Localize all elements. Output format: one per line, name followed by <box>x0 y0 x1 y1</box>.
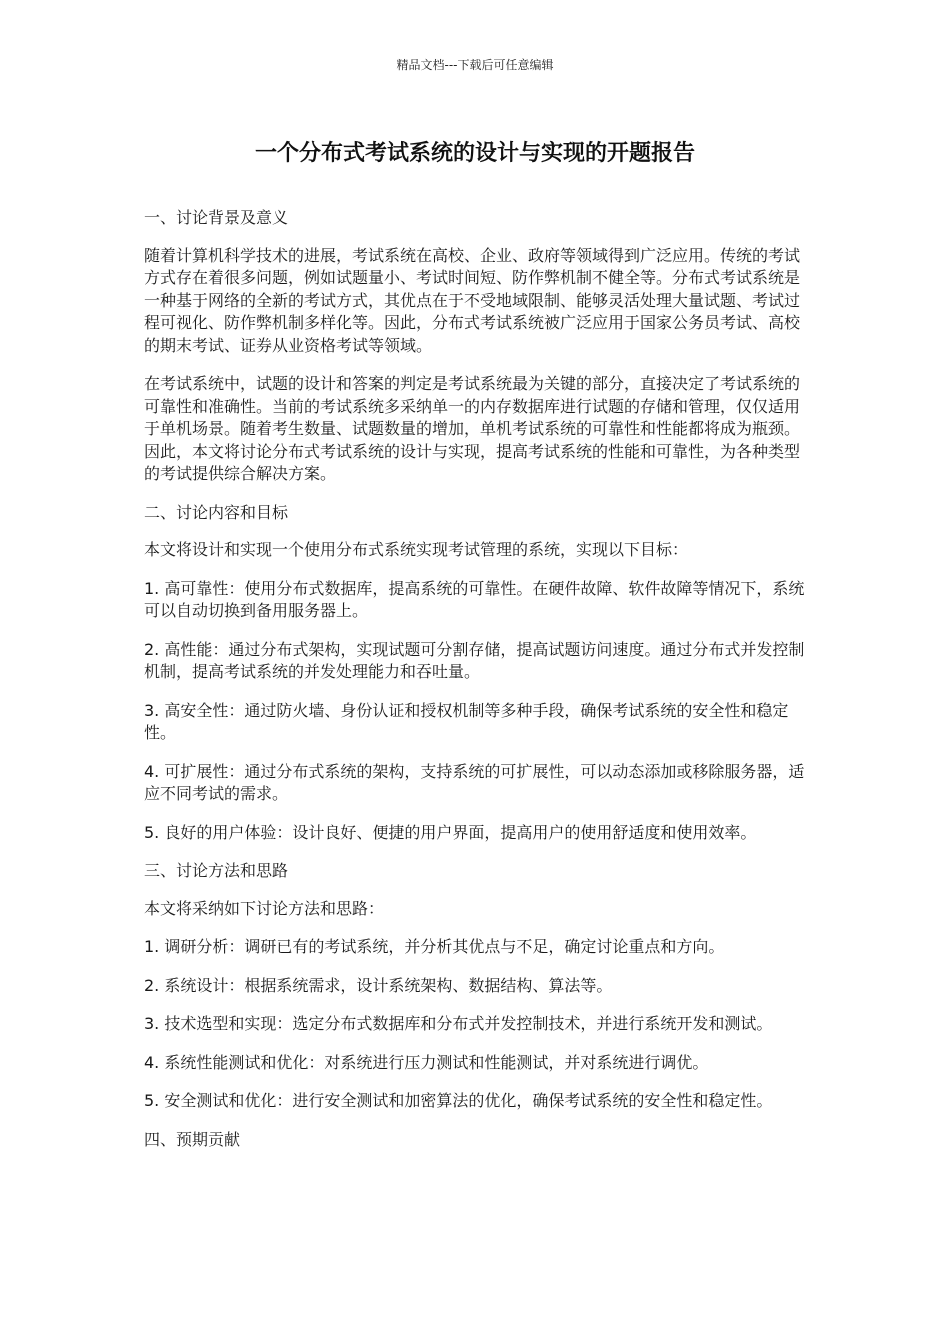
goal-item: 4. 可扩展性：通过分布式系统的架构，支持系统的可扩展性，可以动态添加或移除服务器，适应不同考试的需求。 <box>144 761 805 803</box>
method-item: 5. 安全测试和优化：进行安全测试和加密算法的优化，确保考试系统的安全性和稳定性。 <box>144 1091 773 1110</box>
section-heading-background: 一、讨论背景及意义 <box>144 208 289 227</box>
paragraph-methods-intro: 本文将采纳如下讨论方法和思路： <box>144 898 385 918</box>
section-heading-contributions: 四、预期贡献 <box>144 1129 241 1149</box>
goal-item: 2. 高性能：通过分布式架构，实现试题可分割存储，提高试题访问速度。通过分布式并发控制机制，提高考试系统的并发处理能力和吞吐量。 <box>144 639 805 681</box>
method-item: 4. 系统性能测试和优化：对系统进行压力测试和性能测试，并对系统进行调优。 <box>144 1052 709 1072</box>
paragraph-background-2: 在考试系统中，试题的设计和答案的判定是考试系统最为关键的部分，直接决定了考试系统的可靠性和准确性。当前的考试系统多采纳单一的内存数据库进行试题的存储和管理，仅仅适用于单机场景。随着考生数量、试题数量的增加，单机考试系统的可靠性和性能都将成为瓶颈。因此，本文将讨论分布式考试系统的设计与实现，提高考试系统的性能和可靠性，为各种类型的考试提供综合解决方案。 <box>144 374 801 483</box>
document-title: 一个分布式考试系统的设计与实现的开题报告 <box>254 141 695 166</box>
goal-item: 3. 高安全性：通过防火墙、身份认证和授权机制等多种手段，确保考试系统的安全性和稳定性。 <box>144 700 789 742</box>
goal-item: 1. 高可靠性：使用分布式数据库，提高系统的可靠性。在硬件故障、软件故障等情况下，系统可以自动切换到备用服务器上。 <box>144 578 805 620</box>
method-item: 1. 调研分析：调研已有的考试系统，并分析其优点与不足，确定讨论重点和方向。 <box>144 937 725 956</box>
paragraph-background-1: 随着计算机科学技术的进展，考试系统在高校、企业、政府等领域得到广泛应用。传统的考试方式存在着很多问题，例如试题量小、考试时间短、防作弊机制不健全等。分布式考试系统是一种基于网络的全新的考试方式，其优点在于不受地域限制、能够灵活处理大量试题、考试过程可视化、防作弊机制多样化等。因此，分布式考试系统被广泛应用于国家公务员考试、高校的期末考试、证券从业资格考试等领域。 <box>144 245 801 355</box>
section-heading-content-goals: 二、讨论内容和目标 <box>144 502 289 522</box>
paragraph-goals-intro: 本文将设计和实现一个使用分布式系统实现考试管理的系统，实现以下目标： <box>144 540 689 559</box>
document-body <box>144 207 812 1166</box>
page-header-note: 精品文档---下载后可任意编辑 <box>396 58 554 72</box>
goal-item: 5. 良好的用户体验：设计良好、便捷的用户界面，提高用户的使用舒适度和使用效率。 <box>144 822 757 842</box>
method-item: 2. 系统设计：根据系统需求，设计系统架构、数据结构、算法等。 <box>144 975 613 995</box>
section-heading-methods: 三、讨论方法和思路 <box>144 861 289 880</box>
method-item: 3. 技术选型和实现：选定分布式数据库和分布式并发控制技术，并进行系统开发和测试。 <box>144 1014 773 1033</box>
